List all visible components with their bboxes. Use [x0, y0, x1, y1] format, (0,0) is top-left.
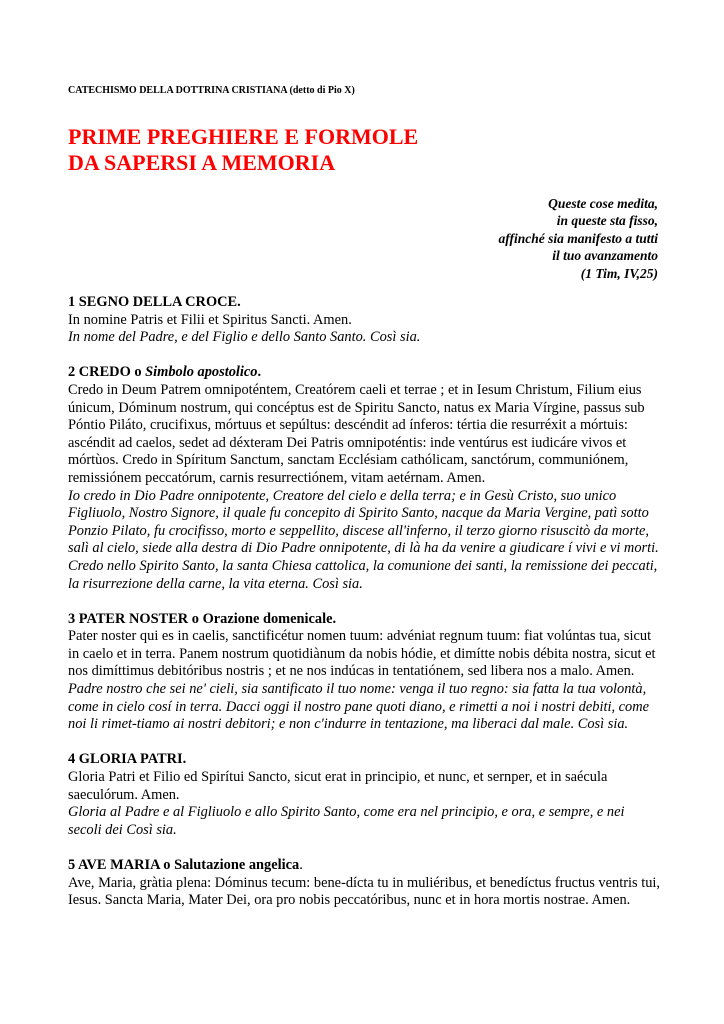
latin-text: Ave, Maria, gràtia plena: Dóminus tecum: bene-dícta tu in muliéribus, et benedíctus fructus ventris tui, Iesus. Sancta Maria, Mater Dei, ora pro nobis peccatóribus, nunc et in hora mortis nostrae. Amen.	[68, 874, 660, 909]
section-title: 4 GLORIA PATRI.	[68, 751, 187, 768]
section-title-italic: Simbolo apostolico	[145, 364, 258, 381]
latin-text: Gloria Patri et Filio ed Spirítui Sancto, sicut erat in principio, et nunc, et sernper, et in saécula saeculórum. Amen.	[68, 769, 608, 803]
page-title	[68, 124, 418, 176]
italian-text: In nome del Padre, e del Figlio e dello Santo Santo. Così sia.	[68, 329, 421, 346]
italian-text: Padre nostro che sei ne' cieli, sia santificato il tuo nome: venga il tuo regno: sia fatta la tua volontà, come in cielo cosí in terra. Dacci oggi il nostro pane quoti diano, e rimetti a noi i nostri debiti, come noi li rimet-tiamo ai nostri debitori; e non c'indurre in tentazione, ma liberaci dal male. Così sia.	[68, 681, 650, 733]
italian-text: Gloria al Padre e al Figliuolo e allo Spirito Santo, come era nel principio, e ora, e sempre, e nei secoli dei Così sia.	[68, 804, 625, 838]
epigraph-line: in queste sta fisso,	[556, 213, 658, 229]
section-credo	[68, 364, 660, 593]
epigraph	[498, 195, 658, 282]
section-title-end: .	[299, 857, 303, 873]
epigraph-line: Queste cose medita,	[548, 196, 658, 211]
epigraph-line: affinché sia manifesto a tutti	[498, 230, 658, 246]
epigraph-citation: (1 Tim, IV,25)	[580, 265, 658, 281]
catechism-header: CATECHISMO DELLA DOTTRINA CRISTIANA (detto di Pio X)	[68, 85, 355, 96]
title-line-1: PRIME PREGHIERE E FORMOLE	[68, 124, 419, 149]
section-gloria-patri	[68, 751, 660, 839]
prayers-body	[68, 294, 660, 927]
latin-text: In nomine Patris et Filii et Spiritus Sancti. Amen.	[68, 311, 352, 328]
section-title-end: .	[257, 364, 262, 381]
latin-text: Credo in Deum Patrem omnipoténtem, Creatórem caeli et terrae ; et in Iesum Christum, Filium eius únicum, Dóminum nostrum, qui concéptus est de Spiritu Sancto, natus ex Maria Vírgine, passus sub Póntio Piláto, crucifixus, mórtuus et sepúltus: descéndit ad ínferos: tértia die resurréxit a mórtuis: ascéndit ad caelos, sedet ad déxteram Dei Patris omnipoténtis: inde ventúrus est iudicáre vivos et mórtùos. Credo in Spíritum Sanctum, sanctam Ecclésiam cathólicam, sanctórum, communiónem, remissiónem peccatórum, carnis resurrectiónem, vitam aetérnam. Amen.	[68, 381, 645, 486]
section-title-main: 5 AVE MARIA o Salutazione angelica	[68, 857, 300, 873]
section-segno-della-croce	[68, 294, 660, 347]
section-title	[68, 857, 660, 875]
section-ave-maria	[68, 857, 660, 910]
section-pater-noster	[68, 611, 660, 734]
section-title: 1 SEGNO DELLA CROCE.	[68, 294, 241, 310]
section-title	[68, 364, 660, 382]
section-title-main: 2 CREDO o	[68, 364, 146, 381]
title-line-2: DA SAPERSI A MEMORIA	[68, 150, 336, 175]
epigraph-line: il tuo avanzamento	[552, 248, 658, 264]
italian-text: Io credo in Dio Padre onnipotente, Creatore del cielo e della terra; e in Gesù Cristo, suo unico Figliuolo, Nostro Signore, il quale fu concepito di Spirito Santo, nacque da Maria Vergine, patì sotto Ponzio Pilato, fu crocifisso, morto e seppellito, discese all'inferno, il terzo giorno risuscitò da morte, salì al cielo, siede alla destra di Dio Padre onnipotente, di là ha da venire a giudicare í vivi e vi morti. Credo nello Spirito Santo, la santa Chiesa cattolica, la comunione dei santi, la remissione dei peccati, la risurrezione della carne, la vita eterna. Così sia.	[68, 487, 659, 592]
latin-text: Pater noster qui es in caelis, sanctificétur nomen tuum: advéniat regnum tuum: fiat volúntas tua, sicut in caelo et in terra. Panem nostrum quotidiànum da nobis hódie, et dimítte nobis débita nostra, sicut et nos dimíttimus debitóribus nostris ; et ne nos indúcas in tentatiónem, sed libera nos a malo. Amen.	[68, 628, 656, 680]
section-title: 3 PATER NOSTER o Orazione domenicale.	[68, 610, 337, 627]
